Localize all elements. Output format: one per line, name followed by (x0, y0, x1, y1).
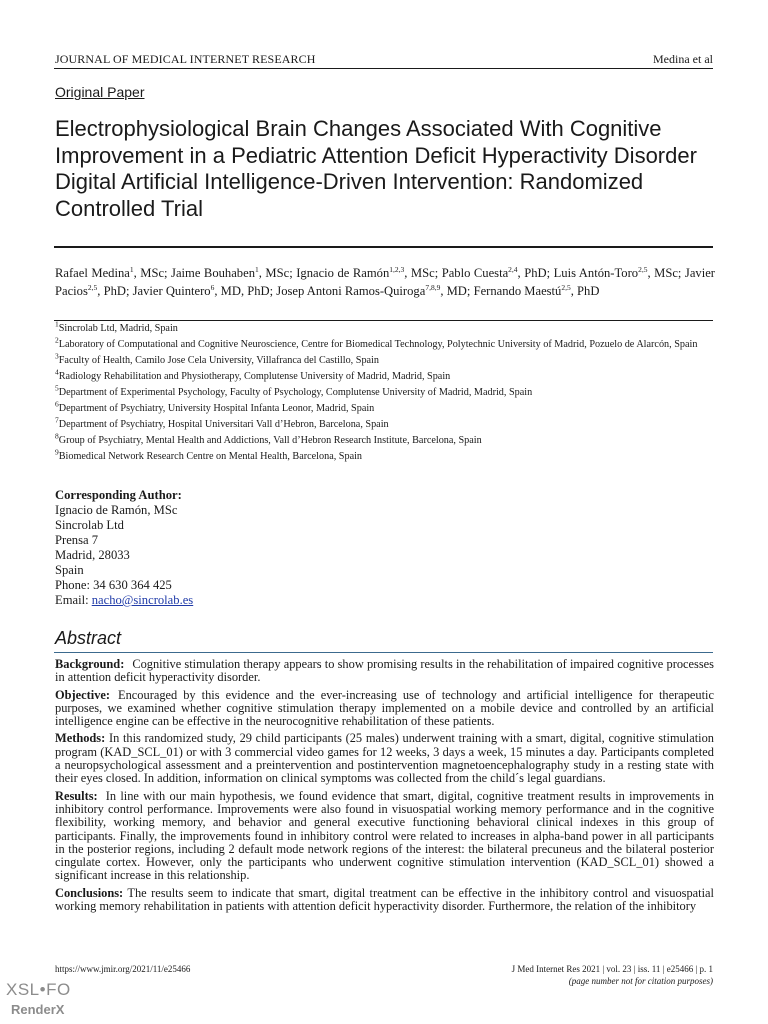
abstract-section-text: In line with our main hypothesis, we found evidence that smart, digital, cognitive treatment results in improvements in inhibitory control performance. Improvements were also found in visuospatial working memory performance and in the cognitive flexibility, working memory, and behavior and general executive functioning behavioral clinical indexes in this group of participants. Finally, the improvements found in inhibitory control were related to increases in alpha-band power in all participants in the posterior regions, including 2 default mode network regions of the interest: the bilateral precuneus and the bilateral posterior cingulate cortex. However, only the participants who underwent cognitive stimulation intervention (KAD_SCL_01) showed a significant increase in this relationship. (55, 788, 714, 883)
corresponding-author-org: Sincrolab Ltd (55, 518, 124, 532)
corresponding-author-city: Madrid, 28033 (55, 548, 130, 562)
abstract-section-text: Cognitive stimulation therapy appears to show promising results in the rehabilitation of impaired cognitive processes in attention deficit hyperactivity disorder. (55, 657, 714, 685)
author-degree: , MSc; (647, 266, 685, 280)
abstract-section-text: The results seem to indicate that smart, digital treatment can be effective in the inhibitory control and visuospatial working memory rehabilitation in patients with attention deficit hyperactivity disorder. Furthermore, the relation of the inhibitory (55, 885, 714, 914)
author-affiliation-marker: 6 (210, 282, 215, 292)
author-name: Fernando Maestú (473, 284, 562, 298)
affiliation-number: 1 (55, 319, 59, 329)
author (171, 266, 296, 280)
author (442, 266, 554, 280)
affiliation-number: 3 (55, 351, 59, 361)
author-name: Javier Quintero (132, 284, 211, 298)
author-affiliation-marker: 2,5 (87, 282, 98, 292)
abstract-results (55, 790, 714, 883)
affiliation-text: Faculty of Health, Camilo Jose Cela University, Villafranca del Castillo, Spain (58, 354, 379, 366)
affiliation-text: Laboratory of Computational and Cognitive Neuroscience, Centre for Biomedical Technology, Polytechnic University of Madrid, Pozuelo de Alarcón, Spain (58, 338, 698, 350)
author-degree: , MD; (440, 284, 474, 298)
author-name: Jaime Bouhaben (171, 266, 255, 280)
abstract-methods (55, 732, 714, 785)
author-degree: , MSc; (133, 266, 172, 280)
author-name: Luis Antón-Toro (553, 266, 639, 280)
author-affiliation-marker: 7,8,9 (425, 282, 441, 292)
abstract-background (55, 658, 714, 685)
corresponding-author-name: Ignacio de Ramón, MSc (55, 503, 178, 517)
author-affiliation-marker: 1 (129, 264, 134, 274)
affiliation-item (55, 351, 715, 367)
affiliation-text: Biomedical Network Research Centre on Mental Health, Barcelona, Spain (58, 450, 363, 462)
affiliation-item (55, 399, 715, 415)
affiliation-number: 5 (55, 383, 59, 393)
author-affiliation-marker: 1 (255, 264, 259, 274)
affiliation-text: Radiology Rehabilitation and Physiotherapy, Complutense University of Madrid, Madrid, Spain (58, 370, 451, 382)
author-degree: , PhD (570, 284, 600, 298)
author-name: Ignacio de Ramón (296, 266, 390, 280)
email-label: Email: (55, 593, 92, 607)
abstract-section-label: Results: (55, 788, 98, 803)
affiliation-text: Department of Psychiatry, Hospital Universitari Vall d’Hebron, Barcelona, Spain (58, 418, 389, 430)
corresponding-author-country: Spain (55, 563, 84, 577)
renderx-logo: RenderX (11, 1002, 65, 1017)
corresponding-author-phone: Phone: 34 630 364 425 (55, 578, 172, 592)
affiliation-text: Group of Psychiatry, Mental Health and Addictions, Vall d’Hebron Research Institute, Barcelona, Spain (58, 434, 482, 446)
running-author: Medina et al (653, 52, 713, 66)
affiliation-text: Sincrolab Ltd, Madrid, Spain (58, 323, 178, 334)
affiliation-number: 4 (55, 367, 59, 377)
email-link[interactable]: nacho@sincrolab.es (91, 593, 194, 607)
author-name: Josep Antoni Ramos-Quiroga (276, 284, 426, 298)
footer-url: https://www.jmir.org/2021/11/e25466 (55, 964, 191, 974)
footer-citation: J Med Internet Res 2021 | vol. 23 | iss. 11 | e25466 | p. 1 (511, 964, 713, 974)
abstract-section-text: In this randomized study, 29 child participants (25 males) underwent training with a smart, digital, cognitive stimulation program (KAD_SCL_01) or with 3 commercial video games for 12 weeks, 3 days a week, 15 minutes a day. Participants completed a neuropsychological assessment and a preintervention and postintervention magnetoencephalography study in a resting state with their eyes closed. In addition, information on clinical symptoms was collected from the child´s legal guardians. (55, 731, 714, 786)
affiliation-number: 7 (55, 415, 59, 425)
authors-rule (54, 320, 713, 321)
author-list (55, 264, 715, 300)
author (276, 284, 473, 298)
abstract-heading: Abstract (55, 628, 122, 648)
author-affiliation-marker: 1,2,3 (389, 264, 405, 274)
affiliation-item (55, 335, 715, 351)
affiliation-text: Department of Psychiatry, University Hospital Infanta Leonor, Madrid, Spain (58, 402, 375, 414)
corresponding-author-label: Corresponding Author: (55, 488, 182, 502)
corresponding-author-block (55, 488, 193, 608)
abstract-body (55, 658, 714, 917)
affiliation-item (55, 383, 715, 399)
author (474, 284, 600, 298)
affiliation-number: 8 (55, 431, 59, 441)
author-degree: , MD, PhD; (214, 284, 277, 298)
author-degree: , MSc; (404, 266, 442, 280)
author-name: Rafael Medina (55, 266, 130, 280)
abstract-section-label: Objective: (55, 687, 111, 702)
affiliation-item (55, 415, 715, 431)
header-rule (54, 68, 713, 69)
author (55, 266, 171, 280)
affiliation-item (55, 447, 715, 463)
abstract-objective (55, 689, 714, 729)
author-affiliation-marker: 2,4 (508, 264, 518, 274)
author (133, 284, 277, 298)
affiliation-number: 2 (55, 335, 59, 345)
abstract-section-label: Methods: (55, 731, 106, 746)
affiliation-number: 9 (55, 447, 59, 457)
abstract-conclusions (55, 887, 714, 914)
xslfo-logo: XSL•FO (6, 980, 71, 999)
affiliation-item (55, 367, 715, 383)
author-name: Javier Pacios (55, 266, 715, 298)
affiliation-list (55, 319, 715, 466)
abstract-section-label: Conclusions: (55, 885, 124, 900)
author (554, 266, 685, 280)
abstract-rule (54, 652, 713, 653)
author-degree: , MSc; (258, 266, 297, 280)
running-journal-title: JOURNAL OF MEDICAL INTERNET RESEARCH (55, 52, 316, 66)
author-affiliation-marker: 2,5 (638, 264, 648, 274)
affiliation-number: 6 (55, 399, 59, 409)
abstract-section-text: Encouraged by this evidence and the ever-increasing use of technology and artificial intelligence for therapeutic purposes, we examined whether cognitive stimulation therapy implemented on a mobile device and controlled by an artificial intelligence engine can be effective in the neurocognitive rehabilitation of these patients. (55, 687, 714, 729)
abstract-section-label: Background: (55, 657, 125, 671)
author (296, 266, 442, 280)
affiliation-item (55, 431, 715, 447)
paper-type-label: Original Paper (55, 84, 145, 100)
affiliation-text: Department of Experimental Psychology, Faculty of Psychology, Complutense University of Madrid, Madrid, Spain (58, 386, 533, 398)
author-affiliation-marker: 2,5 (561, 282, 571, 292)
author-degree: , PhD; (517, 266, 554, 280)
affiliation-item (55, 319, 715, 335)
author-degree: , PhD; (97, 284, 133, 298)
corresponding-author-email-row (55, 593, 193, 608)
footer-page-note: (page number not for citation purposes) (568, 976, 713, 986)
title-rule (54, 246, 713, 248)
article-title: Electrophysiological Brain Changes Associated With Cognitive Improvement in a Pediatric Attention Deficit Hyperactivity Disorder Digital Artificial Intelligence-Driven Intervention: Randomized Controlled Trial (55, 116, 697, 221)
author-name: Pablo Cuesta (441, 266, 509, 280)
corresponding-author-street: Prensa 7 (55, 533, 99, 547)
